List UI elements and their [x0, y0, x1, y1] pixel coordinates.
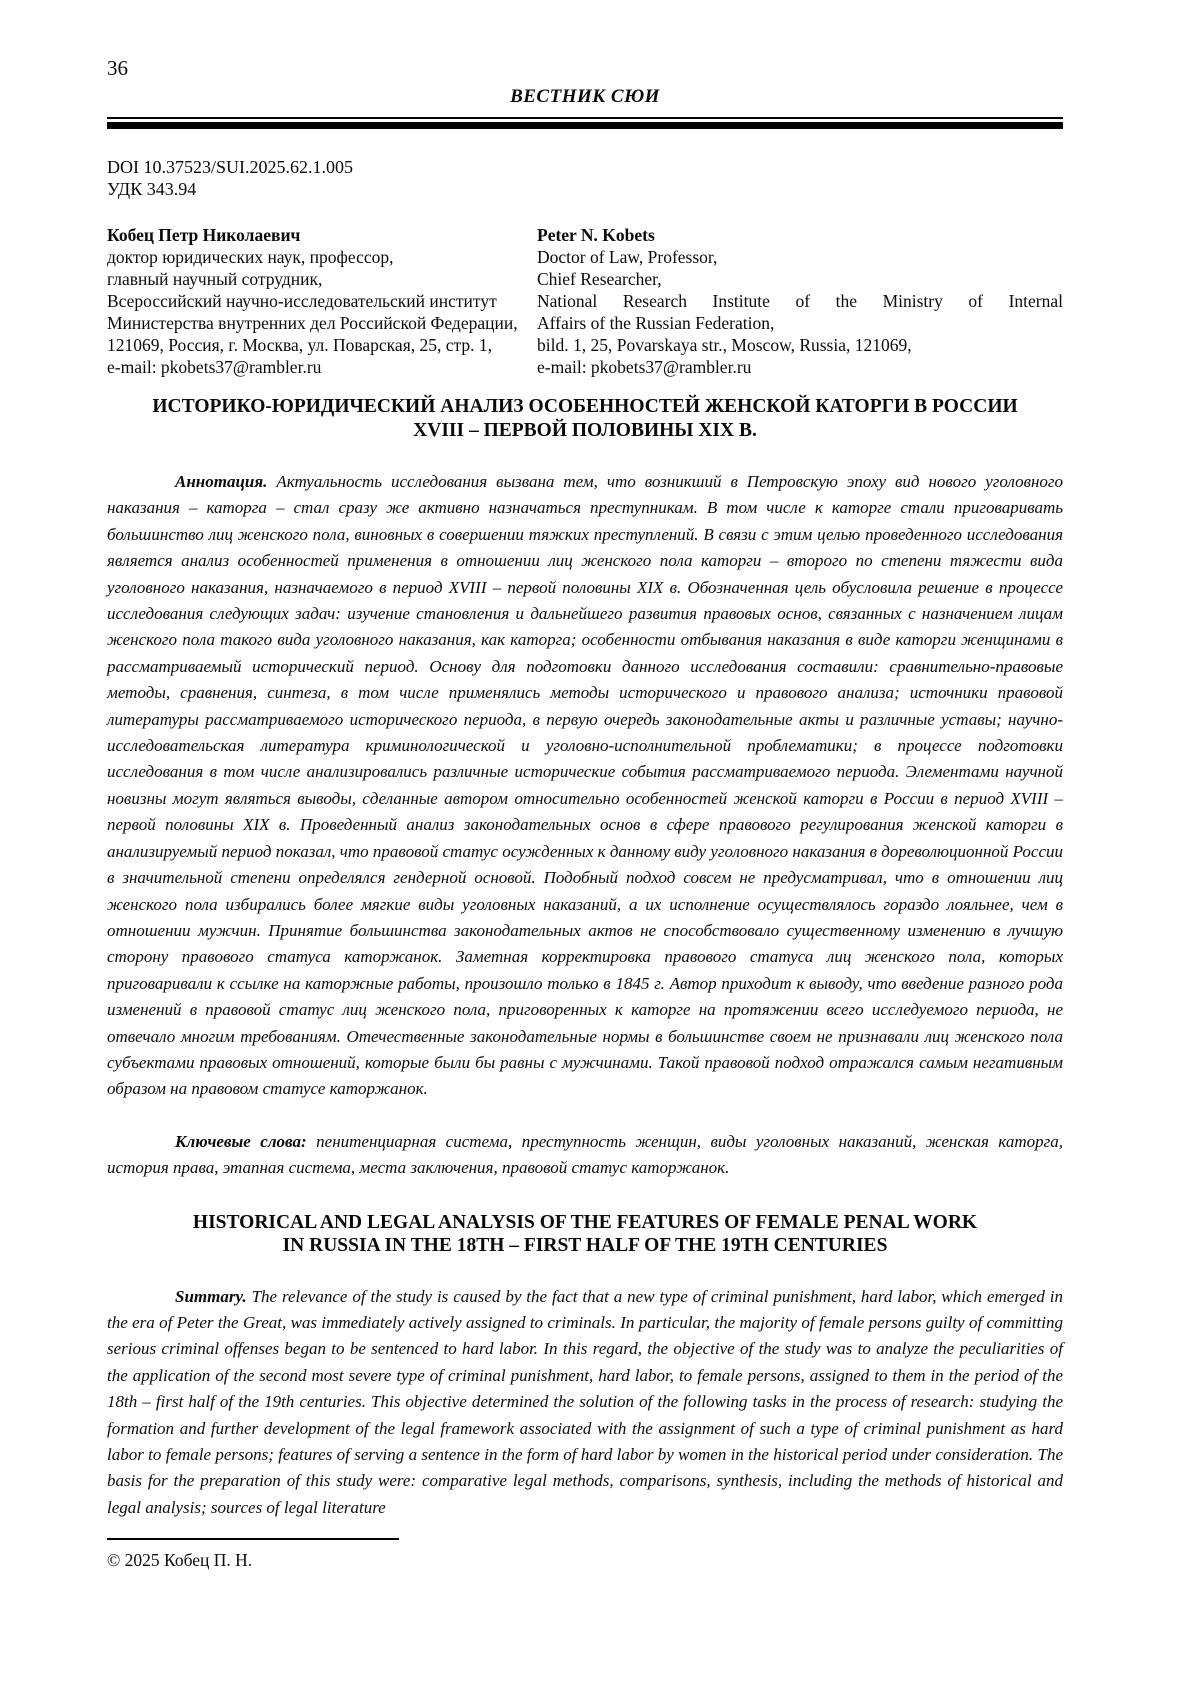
author-name-en: Peter N. Kobets	[537, 225, 655, 245]
author-position-en: Chief Researcher,	[537, 269, 662, 289]
author-address-ru: 121069, Россия, г. Москва, ул. Поварская, 25, стр. 1,	[107, 335, 492, 355]
author-name-ru: Кобец Петр Николаевич	[107, 225, 301, 245]
keywords-paragraph	[107, 1129, 1063, 1182]
keywords-label: Ключевые слова:	[175, 1131, 307, 1151]
udk-line: УДК 343.94	[107, 179, 197, 199]
article-title-ru: ИСТОРИКО-ЮРИДИЧЕСКИЙ АНАЛИЗ ОСОБЕННОСТЕЙ ЖЕНСКОЙ КАТОРГИ В РОССИИ XVIII – ПЕРВОЙ ПОЛОВИНЫ XIX В.	[152, 396, 1018, 441]
article-meta	[107, 156, 1063, 200]
author-column-en	[537, 224, 1063, 378]
author-affiliation-ru: Министерства внутренних дел Российской Федерации,	[107, 313, 518, 333]
author-block	[107, 224, 1063, 378]
footnote-rule	[107, 1538, 399, 1540]
journal-title: ВЕСТНИК СЮИ	[510, 86, 660, 107]
author-position-ru: главный научный сотрудник,	[107, 269, 323, 289]
summary-label: Summary.	[175, 1286, 247, 1306]
author-affiliation-en: Affairs of the Russian Federation,	[537, 313, 775, 333]
copyright-line: © 2025 Кобец П. Н.	[107, 1550, 253, 1570]
article-title-en: HISTORICAL AND LEGAL ANALYSIS OF THE FEATURES OF FEMALE PENAL WORK IN RUSSIA IN THE 18TH – FIRST HALF OF THE 19TH CENTURIES	[192, 1211, 978, 1257]
author-email-en: e-mail: pkobets37@rambler.ru	[537, 357, 752, 377]
author-column-ru	[107, 224, 537, 378]
abstract-label: Аннотация.	[175, 472, 268, 491]
header-rule	[107, 117, 1063, 129]
author-address-en: bild. 1, 25, Povarskaya str., Moscow, Russia, 121069,	[537, 335, 912, 355]
abstract-paragraph	[107, 469, 1063, 1103]
author-degree-ru: доктор юридических наук, профессор,	[107, 247, 394, 267]
author-affiliation-ru: Всероссийский научно-исследовательский институт	[107, 291, 497, 311]
abstract-text-spacer	[267, 472, 276, 491]
keywords-text-spacer	[307, 1132, 316, 1151]
page-number: 36	[107, 56, 128, 80]
keywords-text: пенитенциарная система, преступность женщин, виды уголовных наказаний, женская каторга, история права, этапная система, места заключения, правовой статус каторжанок.	[107, 1131, 1063, 1178]
abstract-text: Актуальность исследования вызвана тем, что возникший в Петровскую эпоху вид нового уголовного наказания – каторга – стал сразу же активно назначаться преступникам. В том числе к каторге стали приговаривать большинство лиц женского пола, виновных в совершении тяжких преступлений. В связи с этим целью проведенного исследования является анализ особенностей применения в отношении лиц женского пола каторги – второго по степени тяжести вида уголовного наказания, назначаемого в период XVIII – первой половины XIX в. Обозначенная цель обусловила решение в процессе исследования следующих задач: изучение становления и дальнейшего развития правовых основ, связанных с назначением лицам женского пола такого вида уголовного наказания, как каторга; особенности отбывания наказания в виде каторги женщинами в рассматриваемый исторический период. Основу для подготовки данного исследования составили: сравнительно-правовые методы, сравнения, синтеза, в том числе применялись методы исторического и правового анализа; источники правовой литературы рассматриваемого исторического периода, в первую очередь законодательные акты и различные уставы; научно-исследовательская литература криминологической и уголовно-исполнительной проблематики; в процессе подготовки исследования в том числе анализировались различные исторические события рассматриваемого периода. Элементами научной новизны могут являться выводы, сделанные автором относительно особенностей женской каторги в России в период XVIII – первой половины XIX в. Проведенный анализ законодательных основ в сфере правового регулирования женской каторги в анализируемый период показал, что правовой статус осужденных к данному виду уголовного наказания в дореволюционной России в значительной степени определялся гендерной основой. Подобный подход совсем не предусматривал, что в отношении лиц женского пола избирались более мягкие виды уголовных наказаний, а их исполнение осуществлялось гораздо лояльнее, чем в отношении мужчин. Принятие большинства законодательных актов не способствовало существенному изменению в лучшую сторону правового статуса каторжанок. Заметная корректировка правового статуса лиц женского пола, которых приговаривали к ссылке на каторжные работы, произошло только в 1845 г. Автор приходит к выводу, что введение разного рода изменений в правовой статус лиц женского пола, приговоренных к каторге на протяжении всего исследуемого периода, не отвечало многим требованиям. Отечественные законодательные нормы в большинстве своем не признавали лиц женского пола субъектами правовых отношений, которые были бы равны с мужчинами. Такой правовой подход отражался самым негативным образом на правовом статусе каторжанок.	[107, 472, 1064, 1099]
author-email-ru: e-mail: pkobets37@rambler.ru	[107, 357, 322, 377]
header-rule-thick	[107, 122, 1063, 129]
summary-paragraph	[107, 1284, 1063, 1522]
author-degree-en: Doctor of Law, Professor,	[537, 247, 718, 267]
page-footer	[107, 1538, 399, 1571]
summary-text: The relevance of the study is caused by the fact that a new type of criminal punishment, hard labor, which emerged in the era of Peter the Great, was immediately actively assigned to criminals. In particular, the majority of female persons guilty of committing serious criminal offenses began to be sentenced to hard labor. In this regard, the objective of the study was to analyze the peculiarities of the application of the second most severe type of criminal punishment, hard labor, to female persons, assigned to them in the period of the 18th – first half of the 19th centuries. This objective determined the solution of the following tasks in the process of research: studying the formation and further development of the legal framework associated with the assignment of such a type of criminal punishment as hard labor to female persons; features of serving a sentence in the form of hard labor by women in the historical period under consideration. The basis for the preparation of this study were: comparative legal methods, comparisons, synthesis, including the methods of historical and legal analysis; sources of legal literature	[107, 1286, 1063, 1517]
doi-line: DOI 10.37523/SUI.2025.62.1.005	[107, 157, 353, 177]
author-affiliation-en: National Research Institute of the Ministry of Internal	[537, 291, 1063, 311]
